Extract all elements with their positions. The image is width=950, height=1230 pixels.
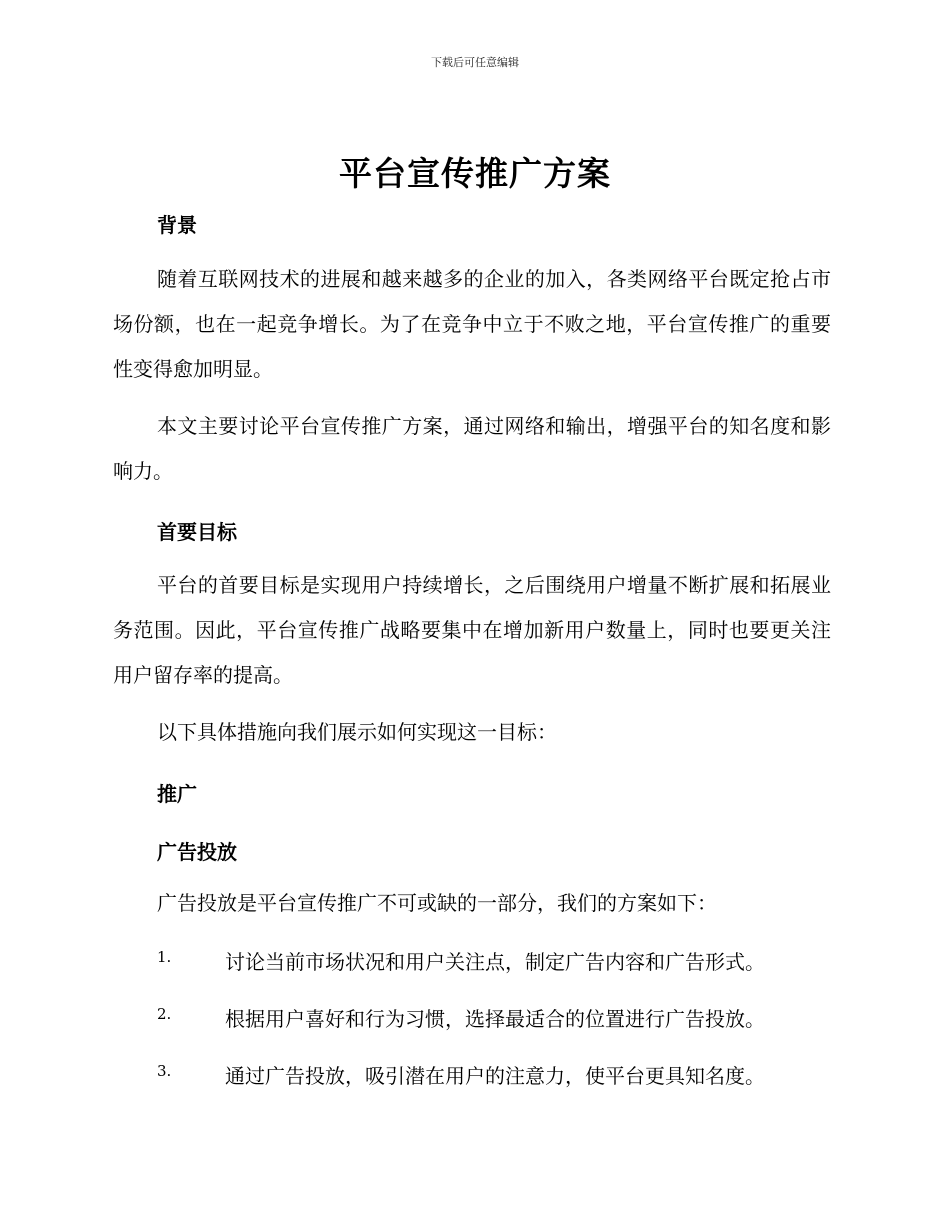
background-paragraph-2: 本文主要讨论平台宣传推广方案，通过网络和输出，增强平台的知名度和影响力。 — [113, 414, 831, 483]
list-item — [157, 1054, 837, 1099]
ads-intro: 广告投放是平台宣传推广不可或缺的一部分，我们的方案如下： — [157, 891, 717, 915]
list-number: 3. — [157, 1062, 172, 1080]
document-title: 平台宣传推广方案 — [339, 154, 611, 193]
list-text: 根据用户喜好和行为习惯，选择最适合的位置进行广告投放。 — [225, 1007, 765, 1031]
header-note: 下载后可任意编辑 — [431, 56, 519, 69]
background-paragraph-1: 随着互联网技术的进展和越来越多的企业的加入，各类网络平台既定抢占市场份额，也在一起竞争增长。为了在竞争中立于不败之地，平台宣传推广的重要性变得愈加明显。 — [113, 267, 831, 381]
list-text: 通过广告投放，吸引潜在用户的注意力，使平台更具知名度。 — [225, 1064, 765, 1088]
list-item — [157, 940, 837, 985]
goal-paragraph-1: 平台的首要目标是实现用户持续增长，之后围绕用户增量不断扩展和拓展业务范围。因此，平台宣传推广战略要集中在增加新用户数量上，同时也要更关注用户留存率的提高。 — [113, 573, 831, 687]
section-heading-promotion: 推广 — [157, 782, 197, 806]
list-number: 2. — [157, 1005, 172, 1023]
list-text: 讨论当前市场状况和用户关注点，制定广告内容和广告形式。 — [225, 950, 765, 974]
section-heading-ads: 广告投放 — [157, 840, 237, 864]
section-heading-goal: 首要目标 — [157, 520, 237, 544]
section-heading-background: 背景 — [157, 213, 197, 237]
list-number: 1. — [157, 948, 172, 966]
goal-paragraph-2: 以下具体措施向我们展示如何实现这一目标： — [157, 720, 557, 744]
list-item — [157, 997, 837, 1042]
